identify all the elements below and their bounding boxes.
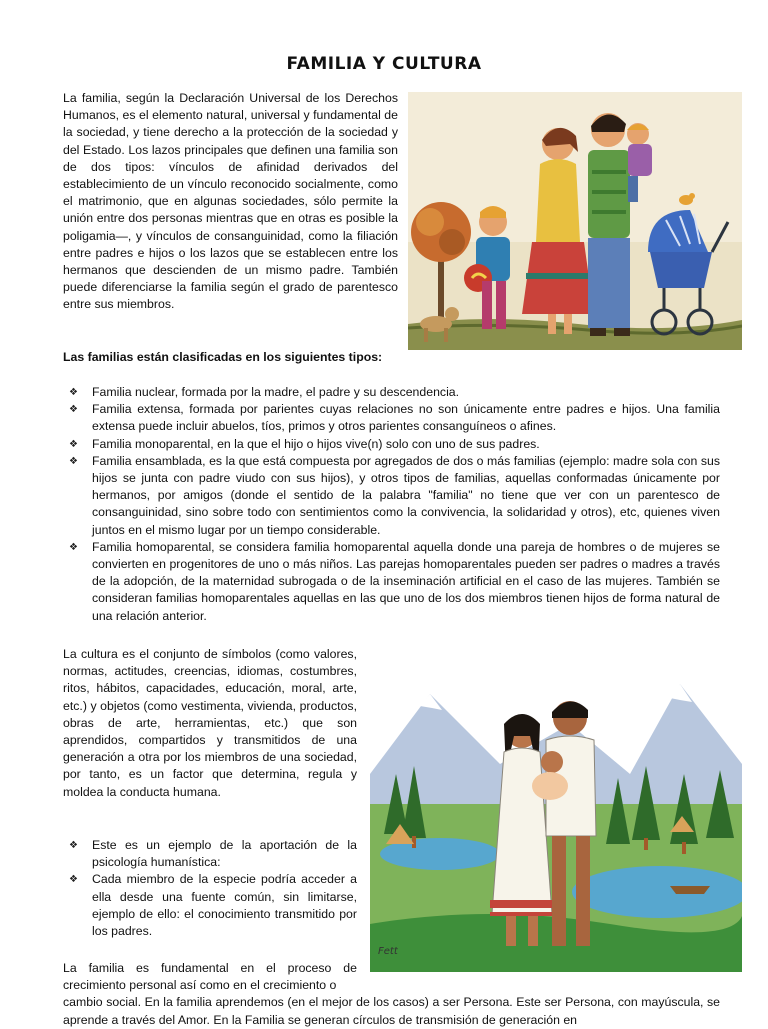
list-item [63, 539, 720, 625]
list-item-text: Familia homoparental, se considera familia homoparental aquella donde una pareja de hombres o de mujeres se convierten en progenitores de uno o más niños. Las parejas homoparentales pueden ser padres o madres a través de la adopción, de la maternidad subrogada o de la inseminación artificial en el caso de las mujeres. También se consideran familias homoparentales aquellas en las que uno de los dos miembros tienen hijos de forma natural de una relación anterior. [92, 539, 720, 623]
list-item-text: Familia nuclear, formada por la madre, el padre y su descendencia. [92, 385, 460, 399]
artist-signature: Fett [378, 946, 398, 957]
list-item-text: Cada miembro de la especie podría acceder a ella desde una fuente común, sin limitarse, ejemplo de ello: el conocimiento transmitido por los padres. [92, 872, 357, 939]
intro-paragraph: La familia, según la Declaración Universal de los Derechos Humanos, es el elemento natural, universal y fundamental de la sociedad, y tiene derecho a la protección de la sociedad y del Estado. Los lazos principales que definen una familia son de dos tipos: vínculos de afinidad derivados del establecimiento de un vínculo reconocido socialmente, como el matrimonio, que en algunas sociedades, sólo permite la unión entre dos personas mientras que en otras es posible la poligamia—, y vínculos de consanguinidad, como la filiación entre padres e hijos o los lazos que se establecen entre los hermanos que descienden de un mismo padre. También puede diferenciarse la familia según el grado de parentesco entre sus miembros. [63, 91, 398, 312]
list-item-text: Familia extensa, formada por parientes cuyas relaciones no son únicamente entre padres e hijos. Una familia extensa puede incluir abuelos, tíos, primos y otros parientes consanguíneos o afines. [92, 402, 720, 434]
list-item [63, 436, 720, 453]
diamond-bullet-icon: ❖ [69, 874, 78, 886]
list-item [63, 401, 720, 435]
diamond-bullet-icon: ❖ [69, 438, 78, 450]
list-item [63, 453, 720, 539]
list-item [63, 871, 357, 940]
diamond-bullet-icon: ❖ [69, 541, 78, 553]
indigenous-family-illustration [370, 654, 742, 972]
diamond-bullet-icon: ❖ [69, 387, 78, 398]
diamond-bullet-icon: ❖ [69, 840, 78, 851]
types-heading: Las familias están clasificadas en los siguientes tipos: [63, 350, 383, 364]
culture-paragraph: La cultura es el conjunto de símbolos (como valores, normas, actitudes, creencias, idiomas, costumbres, ritos, hábitos, capacidades, educación, moral, arte, etc.) y objetos (como vestimenta, vivienda, productos, obras de arte, herramientas, etc.) que son aprendidos, compartidos y transmitidos de una generación a otra por los miembros de una sociedad, por tanto, es un factor que determina, regula y moldea la conducta humana. [63, 647, 357, 799]
diamond-bullet-icon: ❖ [69, 455, 78, 467]
aportacion-list [63, 837, 357, 940]
family-illustration [408, 92, 742, 350]
final-paragraph-part2: cambio social. En la familia aprendemos (en el mejor de los casos) a ser Persona. Este ser Persona, con mayúscula, se aprende a través del Amor. En la Familia se generan círculos de transmisión de generación en [63, 995, 720, 1027]
list-item-text: Este es un ejemplo de la aportación de la psicología humanística: [92, 838, 357, 870]
list-item-text: Familia monoparental, en la que el hijo o hijos vive(n) solo con uno de sus padres. [92, 436, 540, 451]
diamond-bullet-icon: ❖ [69, 404, 78, 416]
list-item [63, 837, 357, 871]
list-item-text: Familia ensamblada, es la que está compuesta por agregados de dos o más familias (ejemplo: madre sola con sus hijos se junta con padre viudo con sus hijos), y otros tipos de familias, aquellas conformadas únicamente por hermanos, por amigos (donde el sentido de la palabra "familia" no tiene que ver con un parentesco de consanguinidad, sino sobre todo con sentimientos como la convivencia, la solidaridad y otros), etc, quienes viven juntos en el mismo lugar por un tiempo considerable. [92, 453, 720, 537]
list-item [63, 384, 720, 401]
page-title: FAMILIA Y CULTURA [286, 54, 482, 74]
family-types-list [63, 384, 720, 625]
final-paragraph-part1: La familia es fundamental en el proceso de crecimiento personal así como en el crecimiento o [63, 961, 357, 993]
final-paragraph [63, 960, 720, 1029]
